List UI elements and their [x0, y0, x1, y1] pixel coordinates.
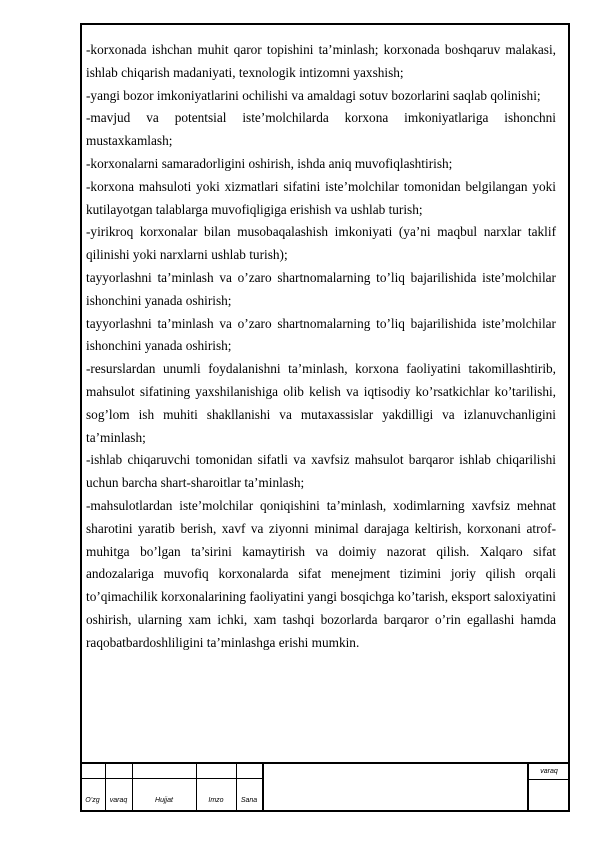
paragraph-9: -resurslardan unumli foydalanishni ta’minlash, korxona faoliyatini takomillashtirib, mahsulot sifatining yaxshilanishiga olib kelish va iqtisodiy ko’rsatkichlar ko’tarilishi, sog’lom ish muhiti shakllanishi va mutaxassislar yakdilligi va izlanuvchanligini ta’minlash; [86, 361, 556, 445]
stamp-label-change: O’zg [85, 797, 100, 804]
stamp-label-document: Hujjat [155, 797, 173, 804]
stamp-divider-5 [262, 762, 264, 812]
paragraph-6: -yirikroq korxonalar bilan musobaqalashish imkoniyati (ya’ni maqbul narxlar taklif qilinishi yoki narxlarni ushlab turish); [86, 224, 556, 263]
stamp-label-signature: Imzo [208, 797, 224, 804]
paragraph-1: -korxonada ishchan muhit qaror topishini ta’minlash; korxonada boshqaruv malakasi, ishlab chiqarish madaniyati, texnologik intizomni yaxshish; [86, 42, 556, 80]
paragraph-3: -mavjud va potentsial iste’molchilarda korxona imkoniyatlariga ishonchni mustaxkamlash; [86, 110, 556, 149]
sheet-label: varaq [540, 768, 558, 775]
stamp-top-border [80, 762, 570, 764]
paragraph-10: -ishlab chiqaruvchi tomonidan sifatli va xavfsiz mahsulot barqaror ishlab chiqarilishi uchun barcha shart-sharoitlar ta’minlash; [86, 452, 556, 491]
stamp-row-divider [80, 778, 262, 779]
stamp-label-date: Sana [240, 797, 258, 804]
paragraph-11: -mahsulotlardan iste’molchilar qoniqishini ta’minlash, xodimlarning xavfsiz mehnat sharotini yaratib berish, xavf va ziyonni minimal darajaga keltirish, korxonani atrof-muhitga bo’lgan ta’sirini kamaytirish va doimiy nazorat qilish. Xalqaro sifat andozalariga muvofiq korxonalarda sifat menejment tizimini joriy qilish orqali to’qimachilik korxonalarining faoliyatini yangi bosqichga ko’tarish, eksport saloxiyatini oshirish, ularning xam ichki, xam tashqi bozorlarda barqaror o’rin egallashi hamda raqobatbardoshliligini ta’minlashga erishi mumkin. [86, 497, 556, 650]
sheet-number-divider [528, 779, 570, 780]
stamp-divider-3 [196, 762, 197, 812]
paragraph-8: tayyorlashni ta’minlash va o’zaro shartnomalarning to’liq bajarilishida iste’molchilar ishonchini yanada oshirish; [86, 315, 556, 354]
document-body [86, 39, 556, 655]
stamp-label-sheet: varaq [109, 797, 128, 804]
paragraph-7: tayyorlashni ta’minlash va o’zaro shartnomalarning to’liq bajarilishida iste’molchilar ishonchini yanada oshirish; [86, 269, 556, 308]
paragraph-5: -korxona mahsuloti yoki xizmatlari sifatini iste’molchilar tomonidan belgilangan yoki kutilayotgan talablarga muvofiqligiga erishish va ushlab turish; [86, 178, 556, 217]
paragraph-2: -yangi bozor imkoniyatlarini ochilishi va amaldagi sotuv bozorlarini saqlab qolinishi; [86, 87, 541, 103]
stamp-divider-2 [132, 762, 133, 812]
paragraph-4: -korxonalarni samaradorligini oshirish, ishda aniq muvofiqlashtirish; [86, 155, 453, 171]
stamp-divider-4 [236, 762, 237, 812]
stamp-divider-1 [105, 762, 106, 812]
